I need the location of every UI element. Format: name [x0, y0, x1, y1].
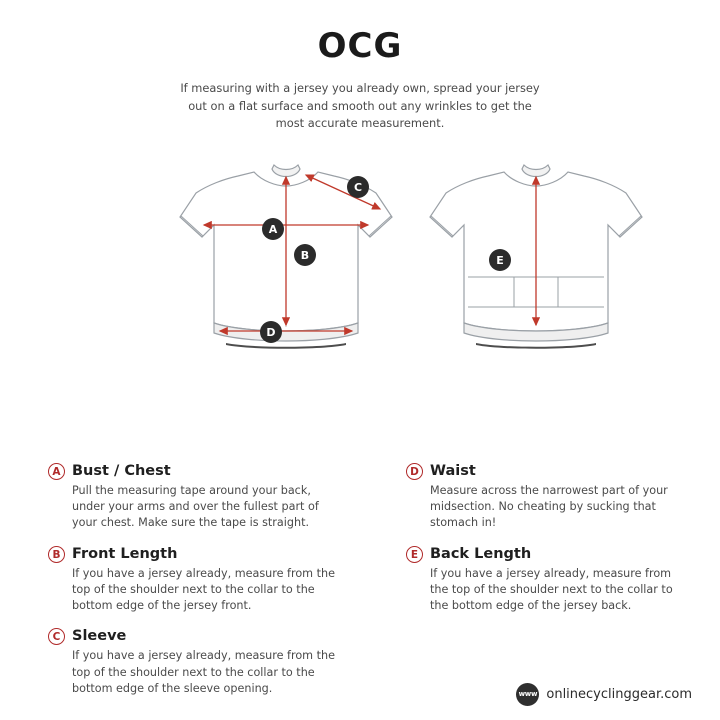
diagram-marker-a — [262, 218, 284, 240]
intro-text: If measuring with a jersey you already own, spread your jersey out on a flat surface and smooth out any wrinkles to get the most accurate measurement. — [180, 81, 540, 131]
legend-column-left — [0, 462, 360, 710]
diagram-marker-b-label: B — [300, 249, 310, 263]
brand-logo: OCG — [317, 26, 403, 66]
legend-desc-back-length: If you have a jersey already, measure from the top of the shoulder next to the collar to the bottom edge of the jersey back. — [430, 566, 673, 613]
legend-item-back-length — [406, 545, 690, 615]
legend-badge-b: B — [48, 546, 65, 563]
globe-icon: www — [516, 683, 539, 706]
legend-title-back-length: Back Length — [430, 545, 532, 562]
diagram-marker-d-label: D — [266, 326, 276, 340]
diagram-marker-b — [294, 244, 316, 266]
legend-badge-d: D — [406, 463, 423, 480]
diagram-marker-d — [260, 321, 282, 343]
legend-desc-bust-chest: Pull the measuring tape around your back, under your arms and over the fullest part of your chest. Make sure the tape is straight. — [72, 484, 319, 530]
diagram-marker-c-label: C — [353, 181, 363, 195]
legend-item-sleeve — [48, 627, 344, 697]
legend-item-bust-chest — [48, 462, 344, 532]
legend-desc-sleeve: If you have a jersey already, measure from the top of the shoulder next to the collar to the bottom edge of the sleeve opening. — [72, 649, 335, 695]
legend-title-waist: Waist — [430, 463, 476, 479]
diagram-marker-e — [489, 249, 511, 271]
jersey-measurement-diagram — [0, 155, 720, 405]
legend-badge-e: E — [406, 546, 423, 563]
legend-badge-c: C — [48, 628, 65, 645]
diagram-marker-e-label: E — [496, 254, 504, 268]
legend-badge-a: A — [48, 463, 65, 480]
legend-item-waist — [406, 462, 690, 532]
legend-title-sleeve: Sleeve — [72, 628, 127, 645]
measurement-legend — [0, 462, 720, 710]
legend-title-bust-chest: Bust / Chest — [72, 463, 171, 479]
legend-desc-front-length: If you have a jersey already, measure from the top of the shoulder next to the collar to the bottom edge of the jersey front. — [72, 566, 335, 613]
legend-title-front-length: Front Length — [72, 545, 178, 562]
legend-item-front-length — [48, 545, 344, 615]
site-footer — [516, 683, 692, 706]
legend-desc-waist: Measure across the narrowest part of your midsection. No cheating by sucking that stomach in! — [430, 484, 668, 530]
diagram-marker-a-label: A — [268, 223, 278, 237]
site-url: onlinecyclinggear.com — [546, 687, 692, 702]
legend-column-right — [360, 462, 720, 710]
jersey-illustrations — [40, 155, 680, 405]
diagram-marker-c — [347, 176, 369, 198]
